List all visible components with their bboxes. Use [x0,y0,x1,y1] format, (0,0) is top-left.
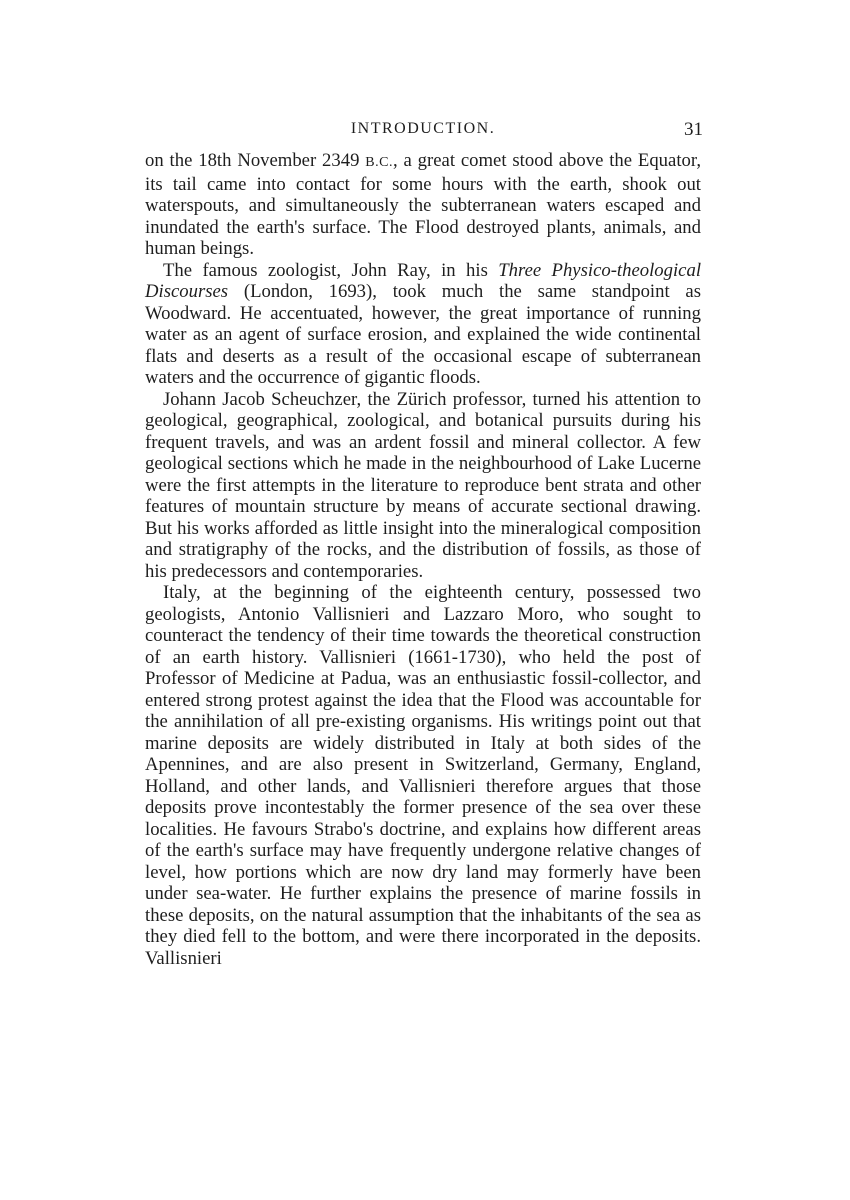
body-text [145,150,701,969]
book-page [145,118,701,969]
book-title: Three Physico-theological Discourses [145,259,702,302]
paragraph-text: , a great comet stood above the Equator, its tail came into contact for some hours with the earth, shook out waterspouts, and simultaneously the subterranean waters escaped and inundated the earth's surface. The Flood destroyed plants, animals, and human beings. [145,150,701,259]
paragraph-comet-flood [145,150,701,260]
paragraph-john-ray [145,260,701,389]
paragraph-scheuchzer: Johann Jacob Scheuchzer, the Zürich professor, turned his attention to geological, geographical, zoological, and botanical pursuits during his frequent travels, and was an ardent fossil and mineral collector. A few geological sections which he made in the neighbourhood of Lake Lucerne were the first attempts in the literature to reproduce bent strata and other features of mountain structure by means of accurate sectional drawing. But his works afforded as little insight into the mineralogical composition and stratigraphy of the rocks, and the distribution of fossils, as those of his predecessors and contemporaries. [145,388,701,582]
paragraph-text: on the 18th November 2349 [145,150,366,171]
page-number: 31 [684,119,703,140]
paragraph-text: The famous zoologist, John Ray, in his [163,259,499,281]
running-title: INTRODUCTION. [350,120,496,137]
paragraph-text: (London, 1693), took much the same standpoint as Woodward. He accentuated, however, the great importance of running water as an agent of surface erosion, and explained the wide continental flats and deserts as a result of the occasional escape of subterranean waters and the occurrence of gigantic floods. [145,281,701,388]
era-abbreviation: B.C. [365,155,393,170]
running-head [145,118,701,150]
paragraph-italy-vallisnieri: Italy, at the beginning of the eighteenth century, possessed two geologists, Antonio Vallisnieri and Lazzaro Moro, who sought to counteract the tendency of their time towards the theoretical construction of an earth history. Vallisnieri (1661-1730), who held the post of Professor of Medicine at Padua, was an enthusiastic fossil-collector, and entered strong protest against the idea that the Flood was accountable for the annihilation of all pre-existing organisms. His writings point out that marine deposits are widely distributed in Italy at both sides of the Apennines, and are also present in Switzerland, Germany, England, Holland, and other lands, and Vallisnieri therefore argues that those deposits prove incontestably the former presence of the sea over these localities. He favours Strabo's doctrine, and explains how different areas of the earth's surface may have frequently undergone relative changes of level, how portions which are now dry land may formerly have been under sea-water. He further explains the presence of marine fossils in these deposits, on the natural assumption that the inhabitants of the sea as they died fell to the bottom, and were there incorporated in the deposits. Vallisnieri [145,582,701,969]
